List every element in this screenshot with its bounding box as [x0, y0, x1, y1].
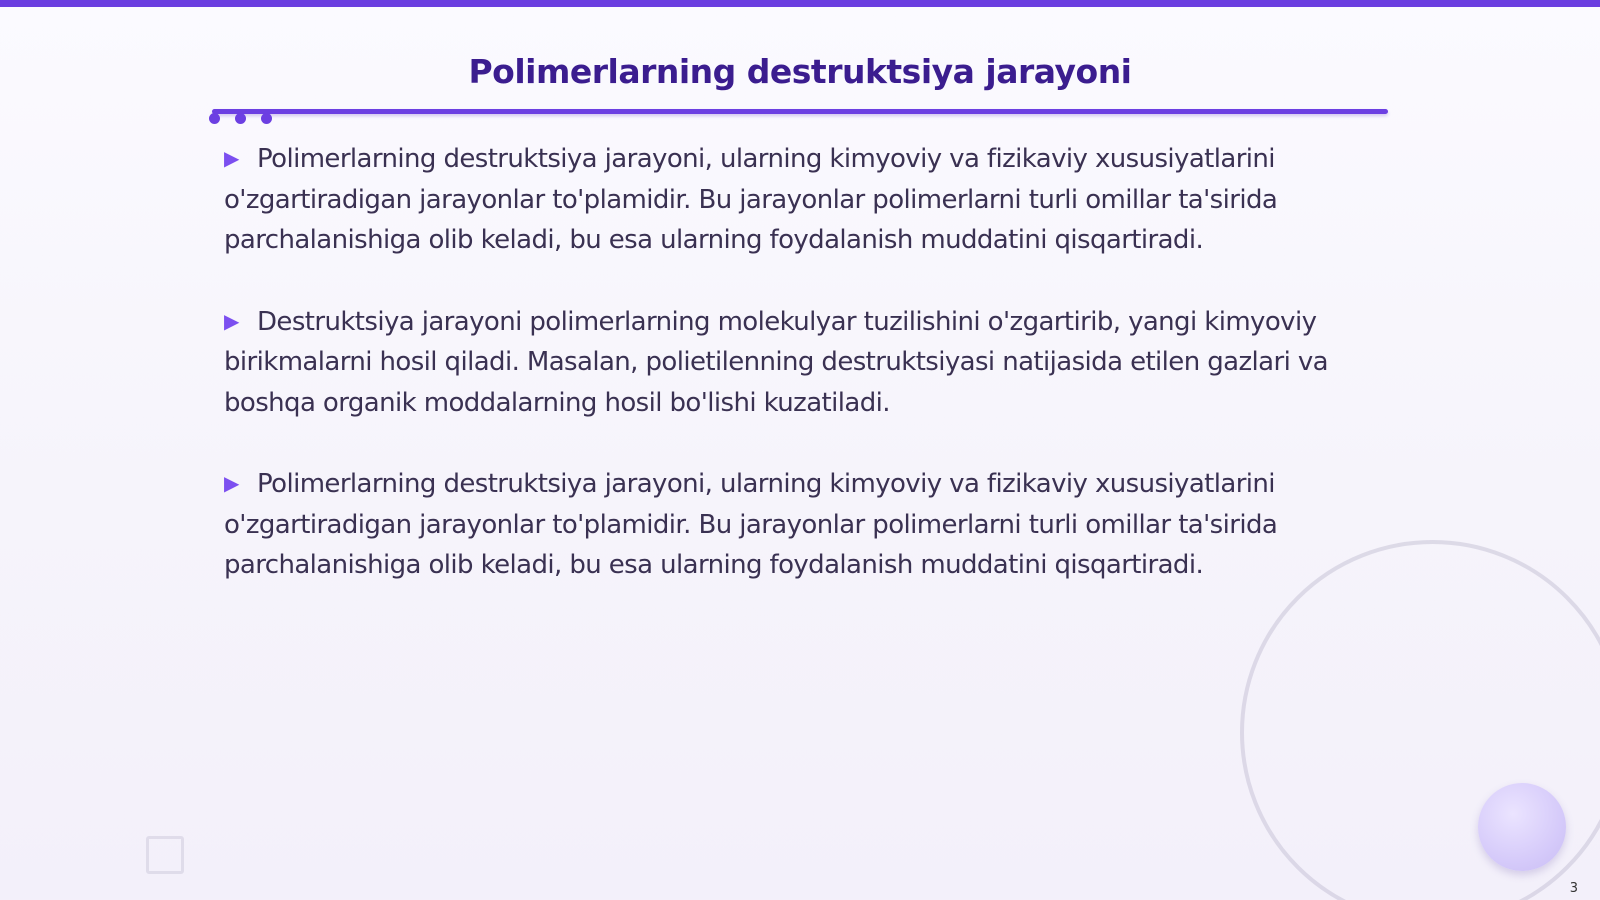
bullet-item [224, 463, 1384, 586]
slide-title: Polimerlarning destruktsiya jarayoni [468, 52, 1132, 91]
decor-dot [261, 113, 272, 124]
page-number: 3 [1569, 881, 1578, 896]
bullet-text: Polimerlarning destruktsiya jarayoni, ularning kimyoviy va fizikaviy xususiyatlarini o'zgartiradigan jarayonlar to'plamidir. Bu jarayonlar polimerlarni turli omillar ta'sirida parchalanishiga olib keladi, bu esa ularning foydalanish muddatini qisqartiradi. [224, 144, 1278, 255]
bullet-list [224, 138, 1384, 626]
bullet-arrow-icon: ▶ [224, 308, 239, 333]
decor-dot [209, 113, 220, 124]
bullet-item [224, 138, 1384, 261]
bullet-arrow-icon: ▶ [224, 146, 239, 170]
top-accent-bar [0, 0, 1600, 7]
bullet-item [224, 301, 1384, 424]
decorative-sphere [1478, 783, 1566, 871]
decorative-square [146, 836, 184, 874]
bullet-text: Polimerlarning destruktsiya jarayoni, ularning kimyoviy va fizikaviy xususiyatlarini o'zgartiradigan jarayonlar to'plamidir. Bu jarayonlar polimerlarni turli omillar ta'sirida parchalanishiga olib keladi, bu esa ularning foydalanish muddatini qisqartiradi. [224, 469, 1278, 580]
bullet-arrow-icon: ▶ [224, 471, 239, 495]
bullet-text: Destruktsiya jarayoni polimerlarning molekulyar tuzilishini o'zgartirib, yangi kimyoviy birikmalarni hosil qiladi. Masalan, polietilenning destruktsiyasi natijasida etilen gazlari va boshqa organik moddalarning hosil bo'lishi kuzatiladi. [224, 306, 1328, 418]
title-underline [212, 109, 1388, 114]
decor-dot [235, 113, 246, 124]
